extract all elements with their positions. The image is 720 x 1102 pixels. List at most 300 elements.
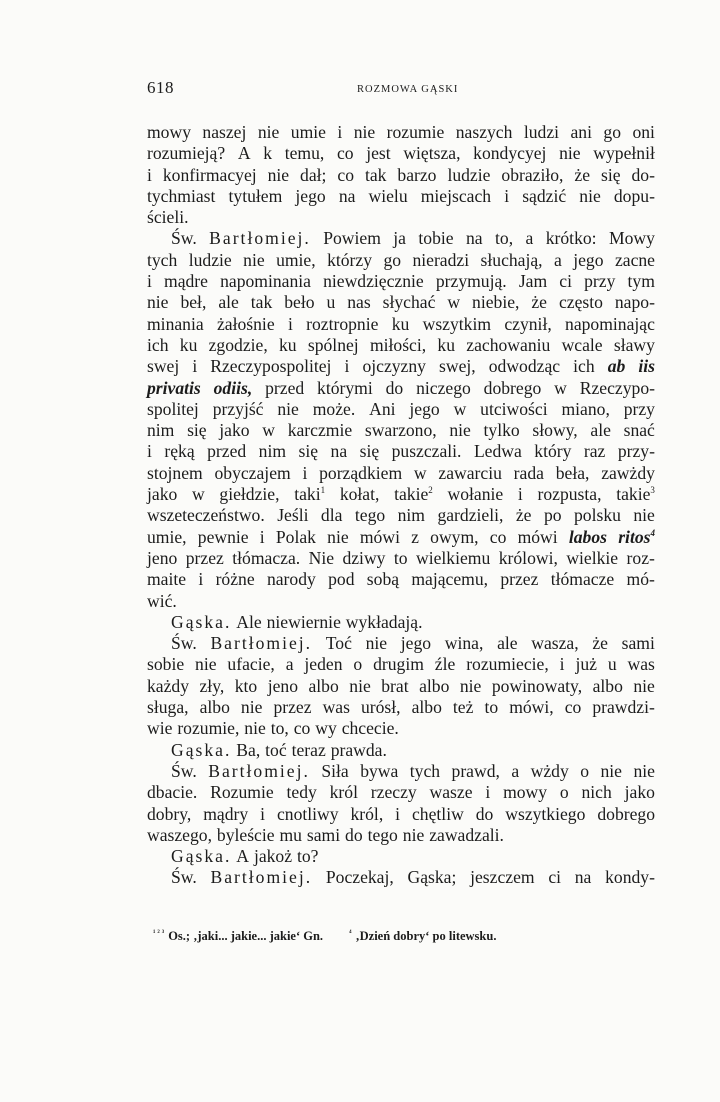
footnote-marks: ¹ ² ³ (153, 928, 165, 937)
word-text: Rzeczypo- (579, 377, 655, 398)
word (147, 250, 177, 271)
word (236, 846, 249, 867)
word-text: niczego (416, 377, 471, 398)
word-text: go (603, 122, 622, 142)
word-text: w (192, 484, 205, 505)
word-text: nim (147, 420, 175, 441)
word-text: toć (265, 739, 287, 760)
word-text: Św. (171, 760, 197, 781)
word-text: że (531, 292, 547, 313)
word (347, 292, 370, 313)
word (171, 228, 197, 249)
word-text: Jeśli (277, 505, 309, 526)
word-text: wasza, (531, 633, 579, 654)
word-text: nie (195, 654, 217, 675)
word (186, 548, 224, 569)
word-text: snać (623, 420, 655, 441)
word (584, 441, 605, 462)
word (579, 186, 601, 207)
page-header (147, 78, 667, 102)
word-text: co (293, 718, 311, 739)
word (267, 569, 316, 590)
word-text: w (554, 377, 567, 398)
word (163, 165, 257, 186)
word (327, 527, 349, 548)
text-line (147, 804, 655, 825)
word-text: źle (434, 654, 456, 675)
word-text: u (326, 292, 336, 313)
word (614, 335, 655, 356)
word-text: i (559, 654, 565, 675)
word (342, 718, 399, 739)
word-text: rzeczy (370, 782, 417, 803)
word-text: urósł, (360, 697, 401, 718)
word-text: rozumiecie, (466, 654, 549, 675)
word-text: privatis (147, 377, 201, 398)
word-text: pod (328, 569, 355, 590)
word-text: albo (308, 675, 339, 696)
word-text: kondy- (605, 867, 655, 888)
word (454, 399, 467, 420)
word-text: dopu- (613, 185, 655, 206)
word (219, 484, 279, 505)
text-line (147, 505, 655, 526)
word (575, 867, 592, 888)
word-text: nie (243, 249, 265, 270)
word (429, 825, 504, 846)
word (447, 165, 490, 186)
word (337, 165, 354, 186)
word (345, 825, 363, 846)
text-line (147, 207, 655, 228)
word-text: i (192, 356, 198, 377)
word (423, 314, 491, 335)
word (271, 718, 289, 739)
word-text: jako (624, 782, 655, 803)
word (560, 654, 565, 675)
word (147, 527, 187, 548)
word-text: nie (402, 824, 425, 845)
word (625, 782, 655, 803)
word-text: Bartłomiej. (209, 228, 311, 249)
word-text: więtsza, (403, 143, 461, 164)
word (401, 633, 431, 654)
word-text: A (236, 846, 250, 867)
word (438, 463, 502, 484)
word-text: mowy (503, 782, 548, 803)
footnote-ref: 2 (428, 485, 433, 496)
word (276, 250, 316, 271)
word (292, 740, 326, 761)
word-text: Jam (518, 271, 548, 292)
word (367, 569, 399, 590)
word (326, 292, 335, 313)
word (369, 186, 408, 207)
word (554, 250, 562, 271)
word (263, 143, 272, 164)
word (236, 612, 261, 633)
word-text: iis (638, 356, 655, 377)
word (195, 654, 217, 675)
word-text: sławy (613, 334, 655, 355)
word-text: nie (365, 633, 388, 654)
word-text: Toć (325, 633, 352, 654)
word (308, 676, 338, 697)
word (570, 122, 592, 143)
word-text: prawdzi- (592, 697, 655, 718)
word (603, 122, 621, 143)
word (328, 569, 354, 590)
word-text: zachowaniu (466, 334, 551, 355)
text-line (147, 250, 655, 271)
word (397, 165, 436, 186)
word-text: rozumieją? (147, 143, 226, 164)
word (437, 505, 503, 526)
word (627, 569, 655, 590)
word-text: wić. (147, 590, 177, 611)
word (276, 527, 316, 548)
word-text: temu, (284, 143, 325, 164)
word-text: który (534, 441, 572, 462)
word (497, 633, 518, 654)
word-text: porządkiem (319, 462, 403, 483)
word (294, 718, 311, 739)
text-line (147, 143, 655, 164)
word-text: dobry, (147, 803, 192, 824)
word-text: przy (623, 398, 655, 419)
word-text: Gąska. (171, 611, 232, 632)
word (202, 122, 246, 143)
word (192, 484, 205, 505)
word (373, 654, 424, 675)
word-text: beł, (180, 292, 207, 313)
word-text: się (359, 441, 380, 462)
word (164, 271, 208, 292)
word (561, 399, 609, 420)
word-text: dobrego (597, 803, 655, 824)
word-text: drugim (373, 654, 424, 675)
word (544, 505, 562, 526)
word-text: że (515, 505, 532, 526)
word (601, 165, 621, 186)
word (481, 250, 543, 271)
word-text: niewdzięcznie (323, 271, 424, 292)
word (516, 505, 532, 526)
word-text: też (452, 697, 474, 718)
word-text: nieradzi (412, 249, 470, 270)
word (355, 505, 385, 526)
word-text: tychmiast (147, 185, 216, 206)
word-text: prawd, (451, 760, 500, 781)
word-text: cnotliwy (276, 803, 339, 824)
word (254, 846, 292, 867)
word-text: tym (627, 271, 655, 292)
word (340, 484, 380, 505)
word-text: Nie (308, 547, 335, 568)
footnote-text-2: ‚Dzień dobry‘ po litewsku. (355, 929, 497, 944)
word-text: tłómacze (550, 569, 615, 590)
word-text: ludzie (188, 249, 232, 270)
word (409, 399, 439, 420)
word (286, 654, 294, 675)
word (244, 718, 266, 739)
text-line (147, 676, 655, 697)
word (147, 143, 225, 164)
word (411, 569, 488, 590)
word (288, 420, 352, 441)
word (218, 292, 239, 313)
word (265, 740, 287, 761)
word-text: przymują. (435, 271, 507, 292)
word (147, 207, 189, 228)
word-text: nie (244, 718, 266, 739)
word (177, 718, 239, 739)
text-line (147, 484, 655, 505)
word (514, 463, 544, 484)
word (501, 165, 563, 186)
word (147, 591, 177, 612)
word-text: albo (199, 697, 230, 718)
word-text: miłości, (369, 334, 427, 355)
running-head: ROZMOWA GĄSKI (357, 84, 459, 95)
word (210, 867, 312, 888)
word-text: żałośnie (216, 313, 275, 334)
word (416, 548, 490, 569)
word (365, 165, 387, 186)
word-text: brat (381, 675, 409, 696)
word (337, 122, 342, 143)
word-text: przyjść (212, 398, 264, 419)
word (317, 378, 373, 399)
word (560, 782, 569, 803)
word (565, 697, 582, 718)
word (297, 846, 319, 867)
word-text: tylko (483, 420, 520, 441)
word-text: roz- (626, 547, 655, 568)
word-text: mó- (626, 569, 655, 590)
word (554, 378, 567, 399)
word-text: sobą (366, 569, 400, 590)
word (279, 335, 297, 356)
word-text: beło (284, 292, 315, 313)
word (260, 527, 265, 548)
word-text: miano, (561, 398, 610, 419)
word (187, 420, 207, 441)
footnote-mark-4: ⁴ (349, 928, 352, 937)
word (485, 782, 490, 803)
word-text: rada (513, 462, 544, 483)
word (213, 399, 264, 420)
word (214, 378, 253, 399)
word-text: ritos (618, 526, 651, 547)
word (371, 782, 417, 803)
word-text: którzy (327, 249, 373, 270)
body-text (147, 122, 655, 889)
word-text: nie (459, 675, 482, 696)
word-text: labos (568, 526, 607, 547)
word (217, 825, 275, 846)
word-text: o (559, 782, 569, 803)
word-text: ludzi (523, 122, 560, 142)
word-text: po (543, 505, 562, 526)
word-text: i (485, 782, 491, 803)
word (445, 633, 484, 654)
word-text: wasze (429, 782, 473, 803)
word-text: o (353, 654, 363, 675)
word-text: sobie (147, 654, 185, 675)
word (198, 527, 249, 548)
word (307, 825, 340, 846)
word (147, 569, 186, 590)
word (618, 527, 655, 548)
text-line (147, 527, 655, 548)
word-text: wszeteczeństwo. (147, 505, 265, 526)
word-text: ja (393, 228, 406, 249)
word (622, 633, 655, 654)
word-text: na (338, 185, 356, 206)
text-line (147, 228, 655, 249)
word (259, 441, 286, 462)
word (238, 143, 251, 164)
word (474, 441, 522, 462)
word (518, 527, 558, 548)
word (632, 122, 654, 143)
word (164, 441, 194, 462)
word (480, 399, 547, 420)
word (575, 654, 597, 675)
footnote-ref: 4 (650, 527, 655, 538)
word (147, 335, 169, 356)
word-text: co (336, 143, 354, 164)
text-line (147, 740, 655, 761)
word-text: sami (306, 824, 341, 845)
word-text: i (260, 803, 266, 824)
word (452, 761, 500, 782)
word (499, 548, 558, 569)
word-text: miejscach (420, 185, 492, 206)
word-text: ich (573, 356, 595, 377)
word-text: to? (296, 846, 319, 867)
word-text: w (262, 420, 275, 441)
word (614, 186, 655, 207)
word-text: niebie, (472, 292, 520, 313)
word (559, 292, 603, 313)
word-text: wcale (561, 334, 603, 355)
word (618, 441, 655, 462)
word (273, 697, 311, 718)
word (342, 548, 385, 569)
word (214, 463, 290, 484)
word (147, 718, 172, 739)
word-text: konfirmacyej (162, 164, 257, 185)
word-text: Ani (369, 398, 396, 419)
word-text: ku (437, 334, 456, 355)
word (453, 697, 474, 718)
word (408, 867, 457, 888)
word (287, 782, 317, 803)
text-line (147, 718, 655, 739)
word-text: już (575, 654, 597, 675)
word-text: dziwy (342, 547, 386, 568)
word-text: mówi (359, 526, 400, 547)
word (439, 356, 476, 377)
word-text: wielkie (566, 547, 619, 568)
word (484, 420, 520, 441)
word-text: i (517, 484, 523, 505)
word (315, 718, 337, 739)
word-text: raz (583, 441, 606, 462)
word-text: Św. (171, 633, 197, 654)
word (526, 228, 534, 249)
word (590, 420, 611, 441)
word (466, 228, 483, 249)
word-text: dał; (300, 164, 327, 185)
word (460, 676, 482, 697)
word (339, 186, 356, 207)
text-line (147, 654, 655, 675)
word-text: wielu (368, 185, 408, 206)
word (484, 378, 542, 399)
word (171, 846, 231, 867)
word (573, 250, 603, 271)
word (267, 612, 341, 633)
word (522, 186, 566, 207)
word-text: napo- (614, 292, 655, 313)
word (633, 761, 655, 782)
word-text: dbacie. (147, 782, 198, 803)
word-text: przed (265, 377, 305, 398)
word (470, 867, 534, 888)
word-text: ręką (164, 441, 195, 462)
page-number: 618 (147, 78, 174, 97)
word-text: kondycyej (473, 143, 547, 164)
text-line (147, 378, 655, 399)
word (360, 441, 380, 462)
word (534, 441, 571, 462)
word-text: was (322, 697, 350, 718)
footnote-ref: 1 (320, 485, 326, 496)
word (326, 867, 394, 888)
word (171, 761, 197, 782)
word (605, 867, 655, 888)
word-text: odwodząc (488, 356, 561, 377)
word-text: nas (347, 292, 371, 313)
word-text: że (574, 164, 591, 185)
word-text: jeszczem (470, 867, 535, 888)
word-text: Gąska. (171, 739, 232, 760)
word (279, 825, 301, 846)
word (466, 335, 550, 356)
word-text: ufacie, (227, 654, 275, 675)
word-text: wie (147, 718, 173, 739)
text-line (147, 825, 655, 846)
word-text: przy- (617, 441, 655, 462)
word-text: naszych (455, 122, 513, 142)
word (624, 399, 655, 420)
word (216, 569, 255, 590)
word (524, 122, 559, 143)
word-text: Gąska. (171, 846, 232, 867)
word-text: rozpusta, (537, 484, 602, 505)
footnote-text-1: Os.; ‚jaki... jakie... jakie‘ Gn. (168, 929, 324, 944)
word-text: bywa (360, 760, 399, 781)
word-text: ci (559, 271, 572, 292)
word (466, 654, 549, 675)
text-line (147, 420, 655, 441)
word-text: Św. (171, 228, 197, 249)
word (306, 314, 378, 335)
word-text: ku (279, 334, 297, 355)
